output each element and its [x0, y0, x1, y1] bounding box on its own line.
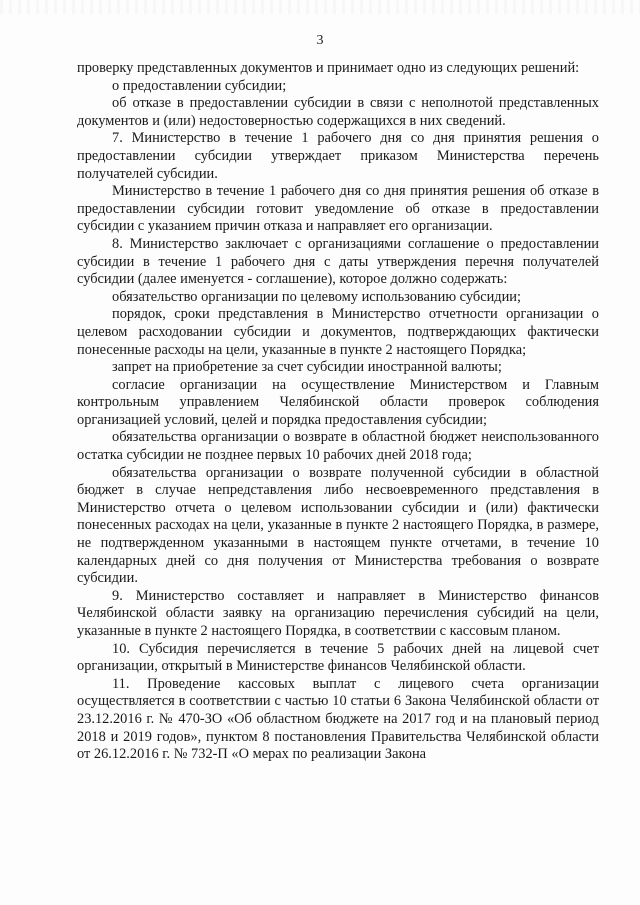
paragraph: 11. Проведение кассовых выплат с лицевого счета организации осуществляется в соответствии с частью 10 статьи 6 Закона Челябинской области от 23.12.2016 г. № 470-ЗО «Об областном бюджете на 2017 год и на плановый период 2018 и 2019 годов», пунктом 8 постановления Правительства Челябинской области от 26.12.2016 г. № 732-П «О мерах по реализации Закона [77, 675, 599, 763]
paragraph: обязательство организации по целевому использованию субсидии; [112, 288, 522, 305]
paragraph: согласие организации на осуществление Министерством и Главным контрольным управлением Челябинской области проверок соблюдения организацией условий, целей и порядка предоставления субсидии; [77, 376, 599, 428]
paragraph: обязательства организации о возврате полученной субсидии в областной бюджет в случае непредставления либо несвоевременного представления в Министерство отчета о целевом использовании субсидии и (или) фактически понесенных расходах на цели, указанные в пункте 2 настоящего Порядка, в размере, не подтвержденном указанными в настоящем пункте отчетами, в течение 10 календарных дней со дня получения от Министерства требования о возврате субсидии. [77, 464, 599, 587]
paragraph: 7. Министерство в течение 1 рабочего дня со дня принятия решения о предоставлении субсидии утверждает приказом Министерства перечень получателей субсидии. [77, 130, 599, 182]
paragraph: 10. Субсидия перечисляется в течение 5 рабочих дней на лицевой счет организации, открытый в Министерстве финансов Челябинской области. [77, 640, 599, 675]
paragraph: о предоставлении субсидии; [112, 77, 287, 94]
paragraph: обязательства организации о возврате в областной бюджет неиспользованного остатка субсидии не позднее первых 10 рабочих дней 2018 года; [77, 429, 599, 464]
paragraph: об отказе в предоставлении субсидии в связи с неполнотой представленных документов и (или) недостоверностью содержащихся в них сведений. [77, 95, 599, 129]
paragraph: 9. Министерство составляет и направляет в Министерство финансов Челябинской области заявку на организацию перечисления субсидий на цели, указанные в пункте 2 настоящего Порядка, в соответствии с кассовым планом. [77, 587, 599, 639]
paragraph: проверку представленных документов и принимает одно из следующих решений: [77, 60, 580, 76]
document-body [77, 60, 599, 764]
paragraph: запрет на приобретение за счет субсидии иностранной валюты; [112, 359, 502, 376]
page-number: 3 [316, 33, 324, 48]
paragraph: порядок, сроки представления в Министерство отчетности организации о целевом расходовании субсидии и документов, подтверждающих фактически понесенные расходы на цели, указанные в пункте 2 настоящего Порядка; [77, 306, 599, 358]
scan-header-artifact [0, 0, 640, 14]
paragraph: 8. Министерство заключает с организациями соглашение о предоставлении субсидии в течение 1 рабочего дня с даты утверждения перечня получателей субсидии (далее именуется - соглашение), которое должно содержать: [77, 235, 599, 288]
paragraph: Министерство в течение 1 рабочего дня со дня принятия решения об отказе в предоставлении субсидии готовит уведомление об отказе в предоставлении субсидии с указанием причин отказа и направляет его организации. [77, 183, 599, 235]
